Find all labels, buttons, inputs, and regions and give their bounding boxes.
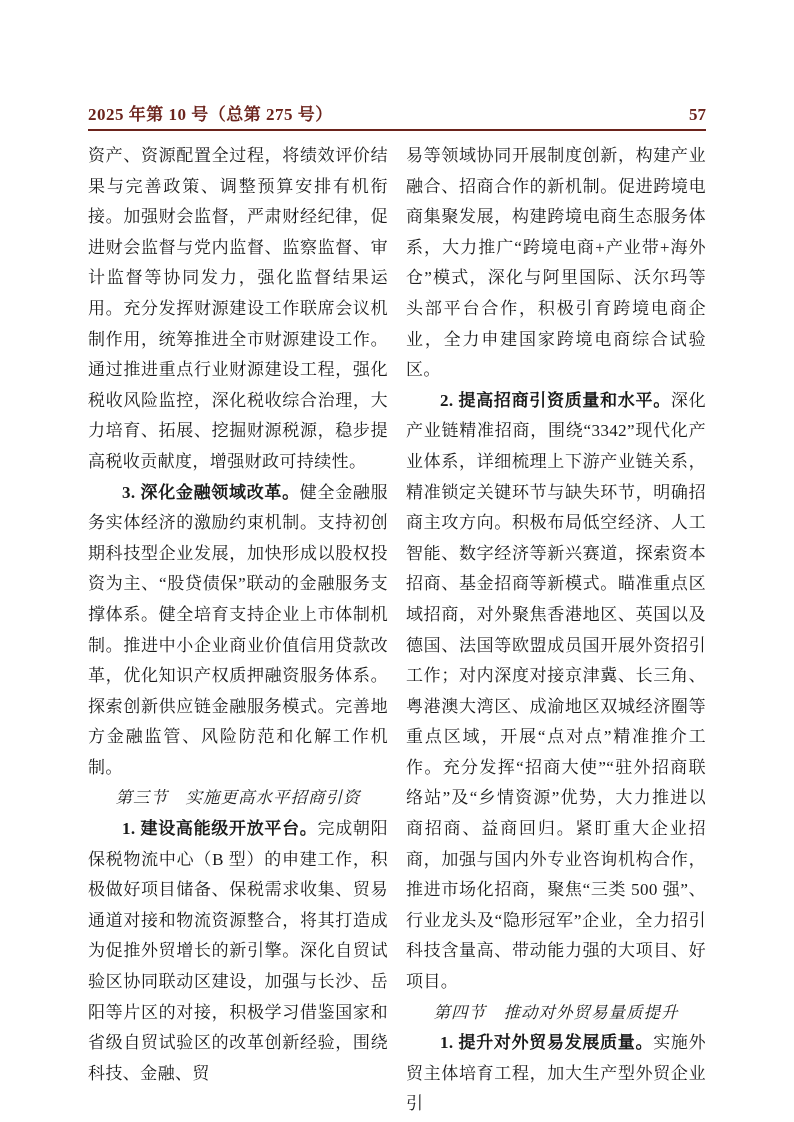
issue-number: 2025 年第 10 号（总第 275 号） xyxy=(88,105,333,124)
paragraph-text: 易等领域协同开展制度创新，构建产业融合、招商合作的新机制。促进跨境电商集聚发展，构建跨境电商生态服务体系，大力推广“跨境电商+产业带+海外仓”模式，深化与阿里国际、沃尔玛等头部平台合作，积极引育跨境电商企业，全力申建国家跨境电商综合试验区。 xyxy=(406,146,706,380)
paragraph-text: 第三节 实施更高水平招商引资 xyxy=(115,788,361,808)
paragraph-text: 实施外贸主体培育工程，加大生产型外贸企业引 xyxy=(406,1033,707,1114)
paragraph-text: 资产、资源配置全过程，将绩效评价结果与完善政策、调整预算安排有机衔接。加强财会监督，严肃财经纪律，促进财会监督与党内监督、监察监督、审计监督等协同发力，强化监督结果运用。充分发挥财源建设工作联席会议机制作用，统筹推进全市财源建设工作。通过推进重点行业财源建设工程，强化税收风险监控，深化税收综合治理，大力培育、拓展、挖掘财源税源，稳步提高税收贡献度，增强财政可持续性。 xyxy=(88,146,388,471)
paragraph-text: 深化产业链精准招商，围绕“3342”现代化产业体系，详细梳理上下游产业链关系，精准锁定关键环节与缺失环节，明确招商主攻方向。积极布局低空经济、人工智能、数字经济等新兴赛道，探索资本招商、基金招商等新模式。瞄准重点区域招商，对外聚焦香港地区、英国以及德国、法国等欧盟成员国开展外资招引工作；对内深度对接京津冀、长三角、粤港澳大湾区、成渝地区双城经济圈等重点区域，开展“点对点”精准推介工作。充分发挥“招商大使”“驻外招商联络站”及“乡情资源”优势，大力推进以商招商、益商回归。紧盯重大企业招商，加强与国内外专业咨询机构合作，推进市场化招商，聚焦“三类 500 强”、行业龙头及“隐形冠军”企业，全力招引科技含量高、带动能力强的大项目、好项目。 xyxy=(406,390,706,992)
paragraph xyxy=(88,814,388,1089)
left-column xyxy=(88,141,388,1120)
right-column xyxy=(406,141,706,1120)
paragraph xyxy=(88,141,388,478)
section-heading xyxy=(406,998,706,1029)
paragraph-text: 健全金融服务实体经济的激励约束机制。支持初创期科技型企业发展，加快形成以股权投资为主、“股贷债保”联动的金融服务支撑体系。健全培育支持企业上市体制机制。推进中小企业商业价值信用贷款改革，优化知识产权质押融资服务体系。探索创新供应链金融服务模式。完善地方金融监管、风险防范和化解工作机制。 xyxy=(88,482,388,777)
page-number: 57 xyxy=(689,105,706,124)
text-columns xyxy=(88,141,706,1120)
paragraph-lead: 3. 深化金融领域改革。 xyxy=(122,482,300,502)
paragraph-lead: 1. 提升对外贸易发展质量。 xyxy=(440,1033,654,1053)
paragraph xyxy=(406,386,706,998)
paragraph-text: 第四节 推动对外贸易量质提升 xyxy=(433,1002,679,1022)
paragraph xyxy=(406,141,706,386)
paragraph-text: 完成朝阳保税物流中心（B 型）的申建工作，积极做好项目储备、保税需求收集、贸易通道对接和物流资源整合，将其打造成为促推外贸增长的新引擎。深化自贸试验区协同联动区建设，加强与长沙、岳阳等片区的对接，积极学习借鉴国家和省级自贸试验区的改革创新经验，围绕科技、金融、贸 xyxy=(88,819,388,1083)
page-header xyxy=(88,104,706,131)
paragraph xyxy=(88,478,388,784)
paragraph-lead: 2. 提高招商引资质量和水平。 xyxy=(440,390,671,410)
paragraph-lead: 1. 建设高能级开放平台。 xyxy=(122,819,318,839)
paragraph xyxy=(406,1028,706,1120)
section-heading xyxy=(88,783,388,814)
